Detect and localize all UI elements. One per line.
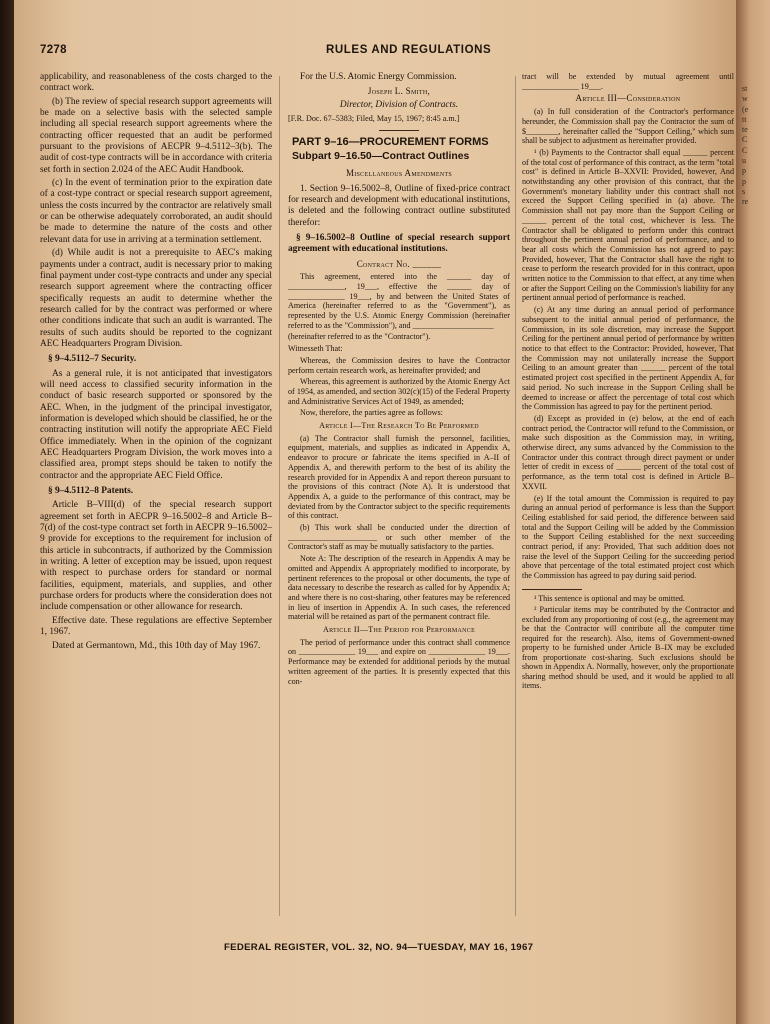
paragraph: (hereinafter referred to as the "Contractor"). (288, 332, 431, 342)
paragraph: (d) Except as provided in (e) below, at the end of each contract period, the Contractor will refund to the Commission, or make such disposition as the Commission may, in writing, otherwise direct, any sums advanced by the Commission to the Contractor under this contract through direct payment or under letter of credit in excess of ______ percent of the total cost of performance, as the term total cost is defined in Article B–XXVII. (522, 413, 734, 491)
signature-title: Director, Division of Contracts. (339, 99, 459, 110)
footnote-rule (522, 589, 582, 590)
paragraph: 1. Section 9–16.5002–8, Outline of fixed-price contract for research and development with educational institutions, is deleted and the following contract outline substituted therefor: (288, 183, 510, 228)
paragraph: Now, therefore, the parties agree as follows: (300, 408, 443, 418)
paragraph: (a) The Contractor shall furnish the personnel, facilities, equipment, materials, and supplies as indicated in Appendix A, endeavor to procure or fabricate the items specified in A–II of Appendix A, and therewith perform to the best of its ability the research provided for in Appendix A and report thereon pursuant to the provisions of this contract (Note A). It is understood that Appendix A, a guide to the performance of this contract, may be deviated from by the Contractor subject to the specific requirements of this contract. (288, 433, 510, 521)
paragraph: This agreement, entered into the ______ day of ______________, 19___, effective the ______ day of ______________ 19___, by and between the United States of America (hereinafter referred to as the "Government"), as represented by the U.S. Atomic Energy Commission (hereinafter referred to as the "Commission"), and ____________________ (288, 272, 510, 330)
column-divider (515, 76, 516, 916)
footnote: ² Particular items may be contributed by the Contractor and excluded from any proportioning of cost (e.g., the agreement may be that the Contractor will contribute all the computer time required for the research). Also, items of Government-owned property to be furnished under Article B–IX may be excluded from proportionate cost-sharing. Such exclusions should be shown in Appendix A. Normally, however, only the proportionate sharing method should be used, and it would be applied to all items. (522, 605, 734, 691)
column-divider (279, 76, 280, 916)
paragraph: (a) In full consideration of the Contractor's performance hereunder, the Commission shall pay the Contractor the sum of $________, hereinafter called the "Support Ceiling," which sum shall be subject to adjustment as hereinafter provided. (522, 107, 734, 146)
running-title: RULES AND REGULATIONS (326, 44, 492, 56)
paragraph: (c) In the event of termination prior to the expiration date of a cost-type contract or special research support agreement, unless the costs incurred by the contractor are relatively small or can be otherwise adequately corroborated, an audit should be made to determine the nature of the costs and other relevant data for use in arriving at a termination settlement. (40, 178, 272, 245)
adjacent-page-edge (736, 0, 770, 1024)
paragraph: ¹ (b) Payments to the Contractor shall equal ______ percent of the total cost of performance of this contract, as the term "total cost" is defined in Article B–XXVII: Provided, however, And notwithstanding any other provision of this contract, that the Government's monetary liability under this contract shall not exceed the Support Ceiling specified in (a) above. The Commission shall not pay more than the Support Ceiling or ______ percent of the total cost, whichever is less. The Contractor shall be obligated to perform under this contract throughout the pertinent annual period of performance, and to bear all costs which the Commission has not agreed to pay: Provided, however, That the Contractor shall have the right to cease to perform the research provided for in this contract, upon written notice to the Commission to that effect, at any time when or after the Support Ceiling on the Commission's liability for any pertinent annual period of performance is reached. (522, 147, 734, 303)
note: Note A: The description of the research in Appendix A may be omitted and Appendix A appropriately modified to incorporate, by pertinent references to the proposal or other documents, the type of data necessary to describe the research as called for by Appendix A; and where there is no cost-sharing, other features may be referenced in lieu of insertion in Appendix A. In such cases, the referenced material will be retained as part of the permanent contract file. (288, 554, 510, 622)
footnote: ¹ This sentence is optional and may be omitted. (534, 593, 685, 603)
paragraph: Whereas, this agreement is authorized by the Atomic Energy Act of 1954, as amended, and section 302(c)(15) of the Federal Property and Administrative Services Act of 1949, as amended; (288, 377, 510, 406)
fr-doc-line: [F.R. Doc. 67–5383; Filed, May 15, 1967; 8:45 a.m.] (288, 114, 460, 124)
paragraph: (c) At any time during an annual period of performance subsequent to the initial annual period of performance, the Commission, in its sole discretion, may increase the Support Ceiling for the pertinent annual period of performance by written notice to that effect to the Contractor: Provided, however, That the Commission may not unilaterally increase the Support Ceiling to an amount greater than ______ percent of the total estimated project cost specified in the pertinent Appendix A, for said period. No such increase in the Support Ceiling shall be deemed to increase or affect the percentage of total cost which the Commission has agreed to pay for the pertinent period. (522, 305, 734, 412)
contract-number: Contract No. ______ (356, 258, 442, 269)
divider (379, 130, 419, 131)
signature-name: Joseph L. Smith, (367, 86, 431, 97)
paragraph: Witnesseth That: (288, 344, 343, 354)
page-header (32, 44, 712, 60)
section-heading: § 9–4.5112–8 Patents. (48, 486, 134, 497)
paragraph: (d) While audit is not a prerequisite to AEC's making payments under a contract, audit is necessary prior to making final payment under cost-type contracts and under any special research support agreement where the contracting officer specifically requests an audit to determine whether the research called for by the contract was performed or where other conditions indicate that such an audit is warranted. The results of such audits should be reported to the cognizant AEC Headquarters Program Division. (40, 248, 272, 349)
column-right (522, 72, 734, 693)
dated-line: Dated at Germantown, Md., this 10th day of May 1967. (52, 640, 261, 651)
paragraph: Whereas, the Commission desires to have the Contractor perform certain research work, as hereinafter provided; and (288, 355, 510, 375)
article-heading: Article III—Consideration (575, 93, 681, 104)
paragraph: (b) This work shall be conducted under the direction of ______________________ or such other member of the Contractor's staff as may be mutually satisfactory to the parties. (288, 523, 510, 552)
misc-amendments-heading: Miscellaneous Amendments (345, 168, 453, 179)
paragraph: tract will be extended by mutual agreement until ______________ 19___. (522, 72, 734, 91)
document-page (14, 0, 736, 1024)
paragraph: Article B–VIII(d) of the special research support agreement set forth in AECPR 9–16.5002–8 and Article B–7(d) of the cost-type contract set forth in AECPR 9–16.5002–9 provide for exceptions to the requirement for inclusion of this article in subcontracts, if authorized by the Commission in writing. A letter of exception may be issued, upon request with respect to purchase orders for standard or normal facilities, equipment, materials, and supplies, and other purchase orders for products where the consideration does not include compensation or other allowance for research. (40, 500, 272, 613)
article-heading: Article I—The Research To Be Performed (319, 421, 479, 431)
article-heading: Article II—The Period for Performance (322, 625, 476, 635)
paragraph: (b) The review of special research support agreements will be made on a selective basis with the selected sample including all special research support agreements where the contracting officer requested that an audit be performed pursuant to the provisions of AECPR 9–4.5112–3(b). The audit of cost-type contracts will be in accordance with criteria set forth in section 2.024 of the AEC Audit Handbook. (40, 96, 272, 175)
paragraph: The period of performance under this contract shall commence on ______________ 19___ and expire on ______________ 19___. Performance may be extended for additional periods by the mutual written agreement of the parties. It is presently expected that this con- (288, 637, 510, 686)
adjacent-page-text: st w (e tt te C C u p p s re (742, 84, 749, 207)
effective-date: Effective date. These regulations are effective September 1, 1967. (40, 615, 272, 638)
page-footer: FEDERAL REGISTER, VOL. 32, NO. 94—TUESDAY, MAY 16, 1967 (224, 942, 534, 953)
section-heading: § 9–16.5002–8 Outline of special research support agreement with educational institutions. (288, 233, 510, 255)
column-left (40, 72, 272, 654)
paragraph: (e) If the total amount the Commission is required to pay during an annual period of performance is less than the Support Ceiling established for said period, the difference between said total and the Support Ceiling will be added by the Commission to the Support Ceiling established for the next succeeding contract period, if any: Provided, That such addition does not raise the level of the Support Ceiling for the succeeding period above that percentage of the total estimated project cost which the Commission has agreed to pay during said period. (522, 493, 734, 581)
paragraph: applicability, and reasonableness of the costs charged to the contract work. (40, 72, 272, 94)
page-number: 7278 (40, 44, 67, 56)
part-title: PART 9–16—PROCUREMENT FORMS (292, 135, 489, 148)
paragraph: For the U.S. Atomic Energy Commission. (300, 72, 457, 82)
column-middle (288, 72, 510, 688)
paragraph: As a general rule, it is not anticipated that investigators will need access to classified security information in the conduct of basic research supported or sponsored by the AEC. When, in the judgment of the principal investigator, information is developed which should be classified, he or the contracting institution will notify the appropriate AEC Field Office immediately. When in the opinion of the cognizant AEC Headquarters Program Division, the work moves into a classified area, prompt steps should be taken to notify the contractor and the appropriate AEC Field Office. (40, 368, 272, 481)
subpart-title: Subpart 9–16.50—Contract Outlines (292, 151, 470, 163)
section-heading: § 9–4.5112–7 Security. (48, 354, 137, 365)
